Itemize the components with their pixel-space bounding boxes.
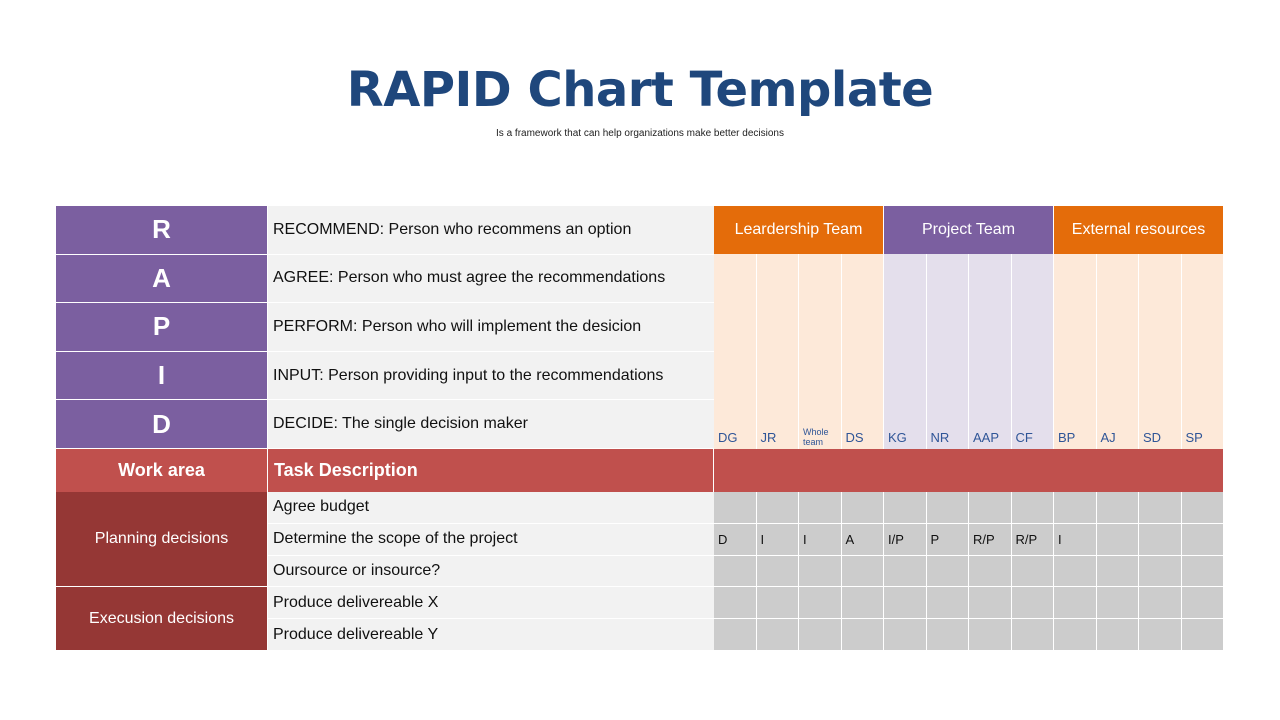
- member-label: CF: [1015, 430, 1033, 445]
- matrix-cell: [927, 492, 970, 524]
- group-header-external-resources: External resources: [1054, 206, 1224, 254]
- matrix-cell: [1012, 492, 1055, 524]
- matrix-cell: [969, 492, 1012, 524]
- matrix-cell: [1182, 619, 1225, 651]
- member-column: [714, 254, 757, 449]
- matrix-cell: [1139, 524, 1182, 556]
- matrix-cell: [1012, 619, 1055, 651]
- matrix-cell: [1054, 556, 1097, 588]
- matrix-cell: [842, 556, 885, 588]
- work-area-header: Work area: [56, 449, 268, 492]
- matrix-cell: [969, 556, 1012, 588]
- rapid-chart-table: [56, 206, 1224, 651]
- matrix-cell: [757, 556, 800, 588]
- member-label: AJ: [1100, 430, 1116, 445]
- matrix-cell: [884, 587, 927, 619]
- matrix-cell: [1139, 492, 1182, 524]
- matrix-cell: [884, 556, 927, 588]
- member-label: KG: [888, 430, 907, 445]
- matrix-cell: [1097, 492, 1140, 524]
- matrix-cell: [969, 619, 1012, 651]
- matrix-cell: [1054, 619, 1097, 651]
- rapid-letter-r: R: [56, 206, 268, 255]
- matrix-cell: A: [842, 524, 885, 556]
- group-header-project-team: Project Team: [884, 206, 1054, 254]
- matrix-cell: [927, 556, 970, 588]
- matrix-cell: I: [757, 524, 800, 556]
- matrix-cell: [1182, 556, 1225, 588]
- matrix-cell: [757, 492, 800, 524]
- matrix-cell: [1012, 556, 1055, 588]
- member-label: NR: [930, 430, 950, 445]
- matrix-cell: P: [927, 524, 970, 556]
- matrix-cell: [1097, 587, 1140, 619]
- member-label: SP: [1185, 430, 1203, 445]
- matrix-cell: I: [799, 524, 842, 556]
- member-label: SD: [1143, 430, 1162, 445]
- matrix-cell: [927, 619, 970, 651]
- page-subtitle: Is a framework that can help organizations make better decisions: [496, 128, 784, 139]
- matrix-cell: [842, 587, 885, 619]
- matrix-cell: R/P: [1012, 524, 1055, 556]
- task-row-label: Agree budget: [268, 492, 714, 524]
- task-row-label: Determine the scope of the project: [268, 524, 714, 556]
- matrix-cell: D: [714, 524, 757, 556]
- matrix-cell: [757, 587, 800, 619]
- member-column: [1182, 254, 1225, 449]
- rapid-letter-a: A: [56, 255, 268, 304]
- page-title: RAPID Chart Template: [346, 62, 934, 118]
- matrix-cell: [969, 587, 1012, 619]
- member-label: AAP: [973, 430, 1000, 445]
- matrix-cell: [757, 619, 800, 651]
- member-label: JR: [760, 430, 777, 445]
- matrix-header-bar: [714, 449, 1224, 492]
- member-column: [757, 254, 800, 449]
- member-column: [799, 254, 842, 449]
- rapid-definition: RECOMMEND: Person who recommens an option: [268, 206, 714, 255]
- matrix-cell: [799, 619, 842, 651]
- member-column: [884, 254, 927, 449]
- work-area-cell: Execusion decisions: [56, 587, 268, 651]
- matrix-cell: [799, 492, 842, 524]
- member-label: DS: [845, 430, 864, 445]
- matrix-cell: [1182, 492, 1225, 524]
- task-row-label: Produce delivereable Y: [268, 619, 714, 651]
- matrix-cell: [1182, 587, 1225, 619]
- member-column: [842, 254, 885, 449]
- matrix-cell: I: [1054, 524, 1097, 556]
- matrix-cell: [842, 619, 885, 651]
- matrix-cell: [884, 492, 927, 524]
- rapid-definition: AGREE: Person who must agree the recommendations: [268, 255, 714, 304]
- rapid-letter-p: P: [56, 303, 268, 352]
- member-label: BP: [1058, 430, 1076, 445]
- matrix-cell: I/P: [884, 524, 927, 556]
- matrix-cell: [842, 492, 885, 524]
- matrix-cell: [927, 587, 970, 619]
- member-column: [1012, 254, 1055, 449]
- matrix-cell: [1139, 556, 1182, 588]
- matrix-cell: [1182, 524, 1225, 556]
- matrix-cell: [884, 619, 927, 651]
- matrix-cell: [1139, 619, 1182, 651]
- member-label: DG: [718, 430, 738, 445]
- matrix-cell: [1139, 587, 1182, 619]
- rapid-definition: PERFORM: Person who will implement the desicion: [268, 303, 714, 352]
- member-label: Whole team: [803, 427, 829, 447]
- rapid-definition: DECIDE: The single decision maker: [268, 400, 714, 449]
- matrix-cell: [714, 587, 757, 619]
- matrix-cell: [1097, 619, 1140, 651]
- group-header-leardership-team: Leardership Team: [714, 206, 884, 254]
- matrix-cell: [1012, 587, 1055, 619]
- rapid-letter-i: I: [56, 352, 268, 401]
- work-area-cell: Planning decisions: [56, 492, 268, 587]
- matrix-cell: [799, 556, 842, 588]
- member-column: [1054, 254, 1097, 449]
- rapid-definition: INPUT: Person providing input to the recommendations: [268, 352, 714, 401]
- rapid-letter-d: D: [56, 400, 268, 449]
- matrix-cell: [1054, 492, 1097, 524]
- matrix-cell: [799, 587, 842, 619]
- matrix-cell: [714, 492, 757, 524]
- task-description-header: Task Description: [268, 449, 714, 492]
- matrix-cell: R/P: [969, 524, 1012, 556]
- matrix-cell: [714, 619, 757, 651]
- member-column: [927, 254, 970, 449]
- member-column: [1097, 254, 1140, 449]
- member-column: [969, 254, 1012, 449]
- task-row-label: Oursource or insource?: [268, 556, 714, 588]
- matrix-cell: [1097, 524, 1140, 556]
- matrix-cell: [1097, 556, 1140, 588]
- task-row-label: Produce delivereable X: [268, 587, 714, 619]
- member-column: [1139, 254, 1182, 449]
- matrix-cell: [714, 556, 757, 588]
- matrix-cell: [1054, 587, 1097, 619]
